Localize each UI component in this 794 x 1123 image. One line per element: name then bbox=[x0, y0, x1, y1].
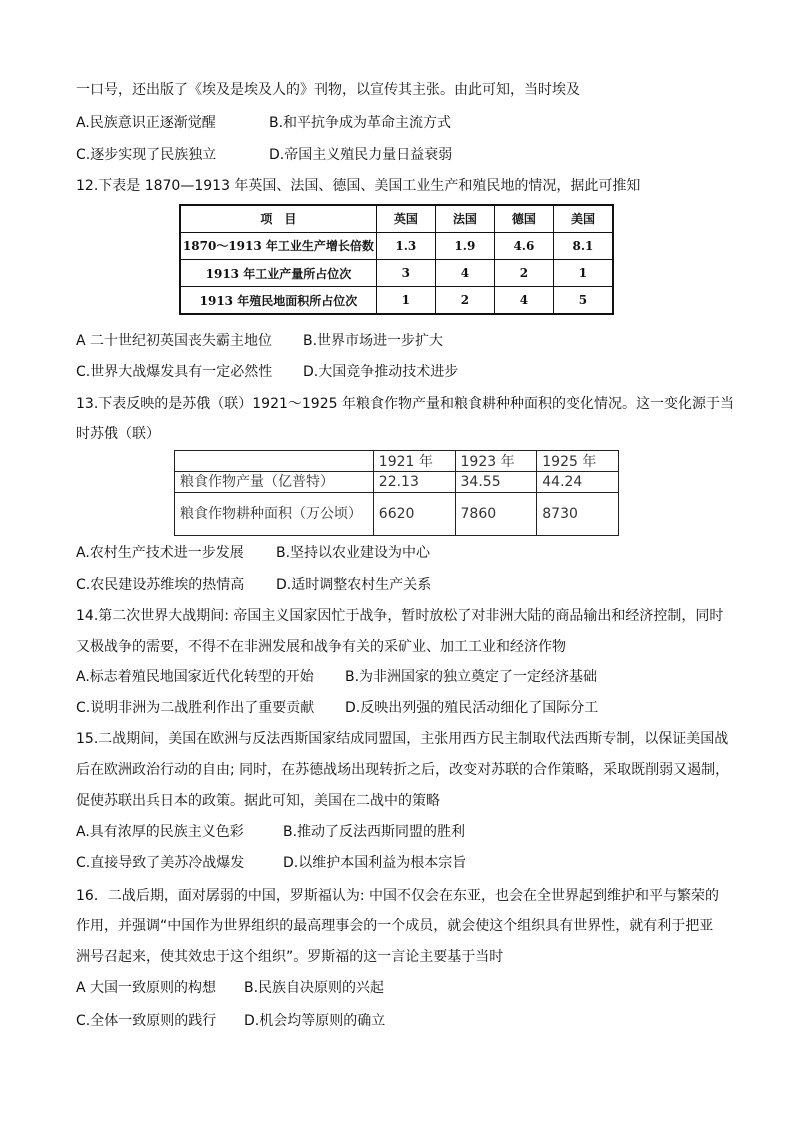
q14-option-b[interactable]: B.为非洲国家的独立奠定了一定经济基础 bbox=[345, 669, 598, 685]
q12-stem: 12.下表是 1870—1913 年英国、法国、德国、美国工业生产和殖民地的情况，据此可推知 bbox=[76, 178, 641, 194]
q16-stem-line-3: 洲号召起来，使其效忠于这个组织”。罗斯福的这一言论主要基于当时 bbox=[76, 949, 504, 965]
table-header-cell: 1923 年 bbox=[455, 451, 537, 472]
q14-option-a[interactable]: A.标志着殖民地国家近代化转型的开始 bbox=[76, 669, 314, 685]
table-cell: 4.6 bbox=[494, 232, 553, 259]
table-row bbox=[180, 232, 613, 259]
table-header-cell: 英国 bbox=[376, 205, 435, 232]
table-cell: 2 bbox=[494, 260, 553, 287]
q14-stem-line-1: 14.第二次世界大战期间: 帝国主义国家因忙于战争，暂时放松了对非洲大陆的商品输出和经济控制，同时 bbox=[76, 608, 724, 624]
table-cell: 1913 年殖民地面积所占位次 bbox=[180, 287, 376, 314]
table-row bbox=[180, 287, 613, 314]
q12-option-b[interactable]: B.世界市场进一步扩大 bbox=[303, 333, 444, 349]
q15-stem-line-2: 后在欧洲政治行动的自由; 同时，在苏德战场出现转折之后，改变对苏联的合作策略，采取既削弱又遏制， bbox=[76, 762, 730, 778]
q14-option-d[interactable]: D.反映出列强的殖民活动细化了国际分工 bbox=[345, 700, 599, 716]
q13-option-c[interactable]: C.农民建设苏维埃的热情高 bbox=[76, 577, 245, 593]
q12-option-d[interactable]: D.大国竞争推动技术进步 bbox=[303, 364, 459, 380]
table-row bbox=[180, 260, 613, 287]
q13-stem-line-2: 时苏俄（联） bbox=[76, 426, 160, 442]
q11-option-a[interactable]: A.民族意识正逐渐觉醒 bbox=[76, 115, 216, 131]
table-cell: 2 bbox=[435, 287, 494, 314]
q11-continuation: 一口号，还出版了《埃及是埃及人的》刊物，以宣传其主张。由此可知，当时埃及 bbox=[76, 82, 580, 98]
table-row bbox=[175, 472, 619, 493]
table-cell: 34.55 bbox=[455, 472, 537, 493]
table-header-cell: 德国 bbox=[494, 205, 553, 232]
table-cell: 1 bbox=[376, 287, 435, 314]
q16-option-a[interactable]: A 大国一致原则的构想 bbox=[76, 980, 217, 996]
table-header-cell: 1921 年 bbox=[373, 451, 455, 472]
table-header-row bbox=[175, 451, 619, 472]
table-cell: 粮食作物产量（亿普特） bbox=[175, 472, 374, 493]
table-cell: 8.1 bbox=[553, 232, 613, 259]
q16-stem-line-2: 作用，并强调“中国作为世界组织的最高理事会的一个成员，就会使这个组织具有世界性，就有利于把亚 bbox=[76, 918, 714, 934]
q13-stem-line-1: 13.下表反映的是苏俄（联）1921～1925 年粮食作物产量和粮食耕种种面积的变化情况。这一变化源于当 bbox=[76, 396, 734, 412]
q15-option-b[interactable]: B.推动了反法西斯同盟的胜利 bbox=[283, 824, 466, 840]
q15-option-d[interactable]: D.以维护本国利益为根本宗旨 bbox=[283, 855, 467, 871]
q16-option-b[interactable]: B.民族自决原则的兴起 bbox=[244, 980, 385, 996]
table-cell: 44.24 bbox=[537, 472, 619, 493]
q12-option-c[interactable]: C.世界大战爆发具有一定必然性 bbox=[76, 364, 273, 380]
table-header-cell: 项 目 bbox=[180, 205, 376, 232]
table-cell: 6620 bbox=[373, 493, 455, 536]
q16-option-c[interactable]: C.全体一致原则的践行 bbox=[76, 1013, 217, 1029]
q15-option-a[interactable]: A.具有浓厚的民族主义色彩 bbox=[76, 824, 244, 840]
table-cell: 1870～1913 年工业生产增长倍数 bbox=[180, 232, 376, 259]
table-header-cell: 美国 bbox=[553, 205, 613, 232]
table-cell: 3 bbox=[376, 260, 435, 287]
table-cell: 1.9 bbox=[435, 232, 494, 259]
table-cell: 1.3 bbox=[376, 232, 435, 259]
q12-option-a[interactable]: A 二十世纪初英国丧失霸主地位 bbox=[76, 333, 273, 349]
table-cell: 22.13 bbox=[373, 472, 455, 493]
table-cell: 1 bbox=[553, 260, 613, 287]
q11-option-c[interactable]: C.逐步实现了民族独立 bbox=[76, 147, 217, 163]
q15-stem-line-3: 促使苏联出兵日本的政策。据此可知，美国在二战中的策略 bbox=[76, 793, 440, 809]
q16-stem-line-1: 16．二战后期，面对孱弱的中国，罗斯福认为: 中国不仅会在东亚，也会在全世界起到维护和平与繁荣的 bbox=[76, 888, 719, 904]
table-cell: 5 bbox=[553, 287, 613, 314]
q13-option-d[interactable]: D.适时调整农村生产关系 bbox=[276, 577, 432, 593]
q14-option-c[interactable]: C.说明非洲为二战胜利作出了重要贡献 bbox=[76, 700, 315, 716]
table-cell: 8730 bbox=[537, 493, 619, 536]
table-header-cell bbox=[175, 451, 374, 472]
q13-option-a[interactable]: A.农村生产技术进一步发展 bbox=[76, 545, 244, 561]
q11-option-d[interactable]: D.帝国主义殖民力量日益衰弱 bbox=[269, 147, 453, 163]
table-row bbox=[175, 493, 619, 536]
q13-option-b[interactable]: B.坚持以农业建设为中心 bbox=[276, 545, 431, 561]
table-header-row bbox=[180, 205, 613, 232]
q12-table bbox=[179, 204, 614, 315]
table-cell: 4 bbox=[494, 287, 553, 314]
q16-option-d[interactable]: D.机会均等原则的确立 bbox=[244, 1013, 386, 1029]
table-cell: 粮食作物耕种面积（万公顷） bbox=[175, 493, 374, 536]
table-header-cell: 1925 年 bbox=[537, 451, 619, 472]
q15-option-c[interactable]: C.直接导致了美苏冷战爆发 bbox=[76, 855, 245, 871]
table-cell: 1913 年工业产量所占位次 bbox=[180, 260, 376, 287]
q14-stem-line-2: 又极战争的需要，不得不在非洲发展和战争有关的采矿业、加工工业和经济作物 bbox=[76, 639, 566, 655]
table-cell: 7860 bbox=[455, 493, 537, 536]
table-cell: 4 bbox=[435, 260, 494, 287]
q11-option-b[interactable]: B.和平抗争成为革命主流方式 bbox=[269, 115, 452, 131]
q15-stem-line-1: 15.二战期间，美国在欧洲与反法西斯国家结成同盟国，主张用西方民主制取代法西斯专制，以保证美国战 bbox=[76, 731, 729, 747]
q13-table bbox=[174, 450, 619, 536]
table-header-cell: 法国 bbox=[435, 205, 494, 232]
